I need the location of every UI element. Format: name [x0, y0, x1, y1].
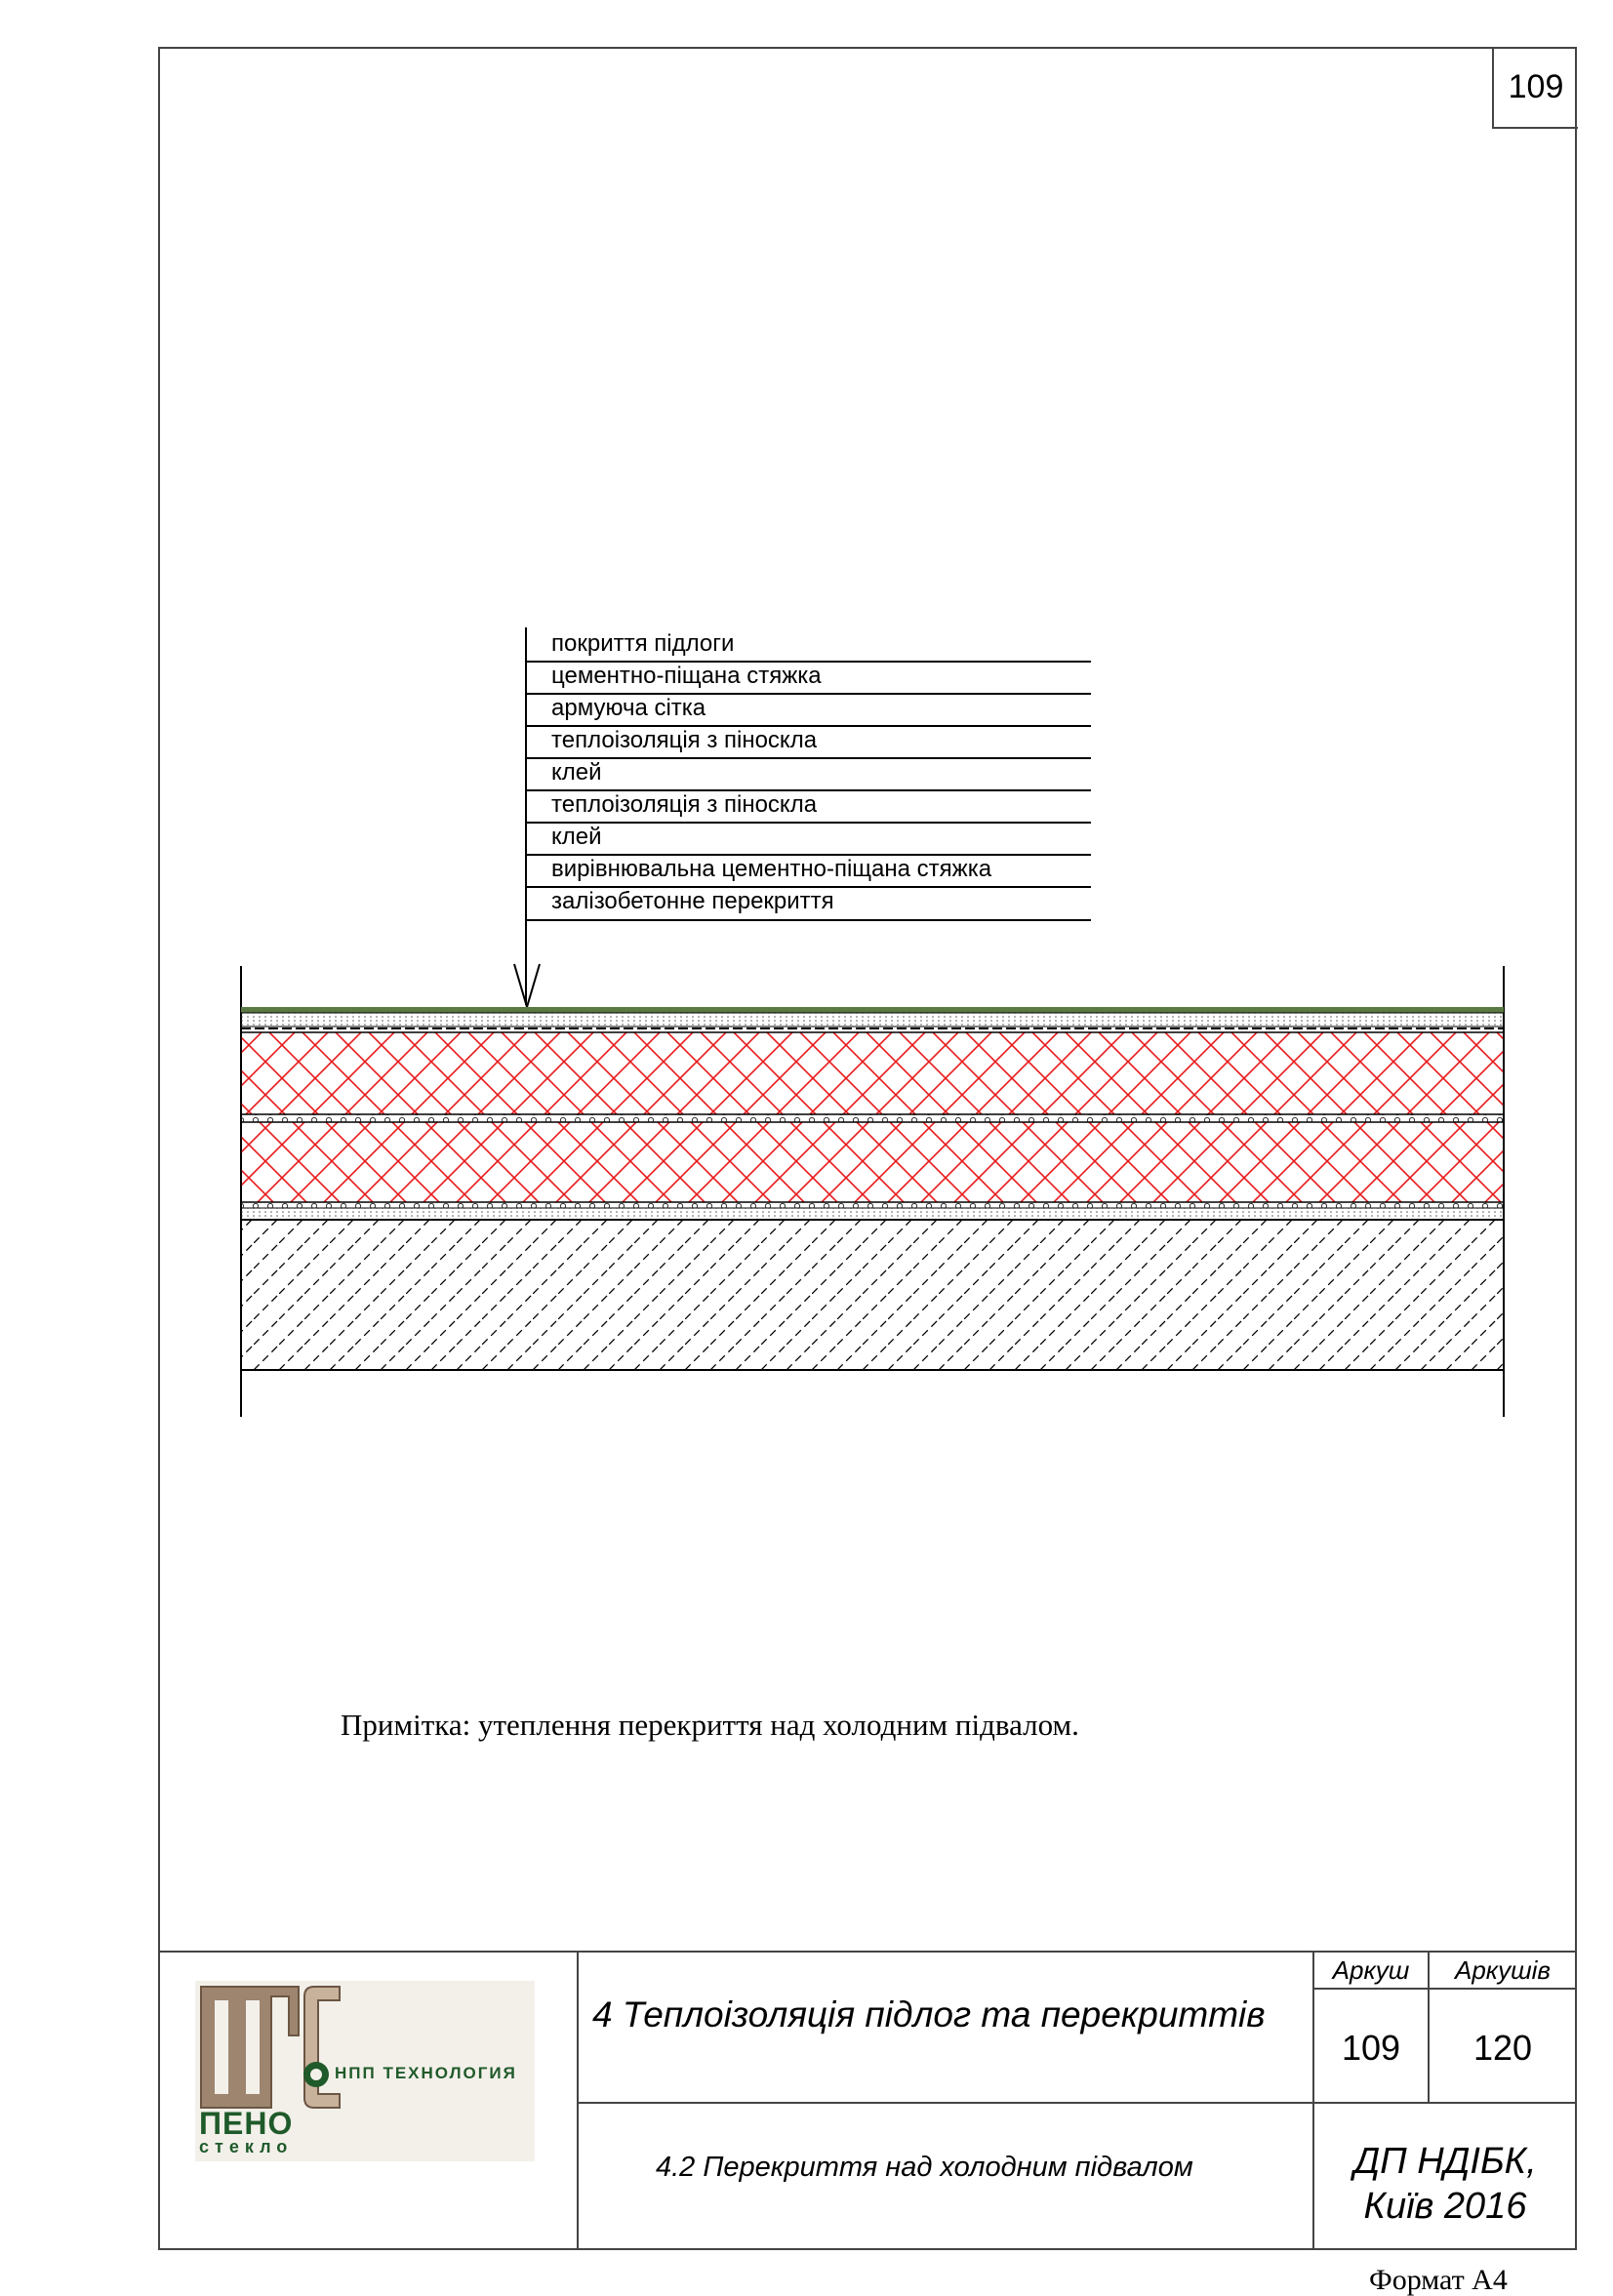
logo-main-text: ПЕНО — [199, 2106, 294, 2141]
organization-name: ДП НДІБК, — [1353, 2141, 1537, 2182]
logo-top-text: НПП ТЕХНОЛОГИЯ — [335, 2064, 517, 2082]
sheets-header: Аркушів — [1454, 1955, 1551, 1985]
layer-label: цементно-піщана стяжка — [551, 663, 822, 689]
layer-label: теплоізоляція з піноскла — [551, 727, 818, 753]
drawing-note: Примітка: утеплення перекриття над холодним підвалом. — [341, 1708, 1079, 1742]
sheet-number: 109 — [1341, 2028, 1401, 2068]
company-logo — [195, 1981, 535, 2161]
layer-label: вирівнювальна цементно-піщана стяжка — [551, 856, 992, 882]
page-number: 109 — [1492, 47, 1578, 129]
organization — [1313, 2139, 1577, 2230]
organization-city-year: Київ 2016 — [1363, 2186, 1527, 2228]
logo-sub-text: стекло — [199, 2137, 294, 2156]
subsection-title: 4.2 Перекриття над холодним підвалом — [656, 2152, 1193, 2183]
layer-label: теплоізоляція з піноскла — [551, 791, 818, 818]
section-title: 4 Теплоізоляція підлог та перекриттів — [592, 1994, 1266, 2034]
layer-label: покриття підлоги — [551, 630, 735, 657]
sheet-header: Аркуш — [1332, 1955, 1410, 1985]
layer-label: залізобетонне перекриття — [551, 888, 834, 914]
sheets-count: 120 — [1472, 2028, 1533, 2068]
layer-label: армуюча сітка — [551, 695, 706, 721]
layer-label: клей — [551, 759, 602, 785]
layer-label: клей — [551, 824, 602, 850]
format-label: Формат А4 — [1369, 2264, 1508, 2296]
